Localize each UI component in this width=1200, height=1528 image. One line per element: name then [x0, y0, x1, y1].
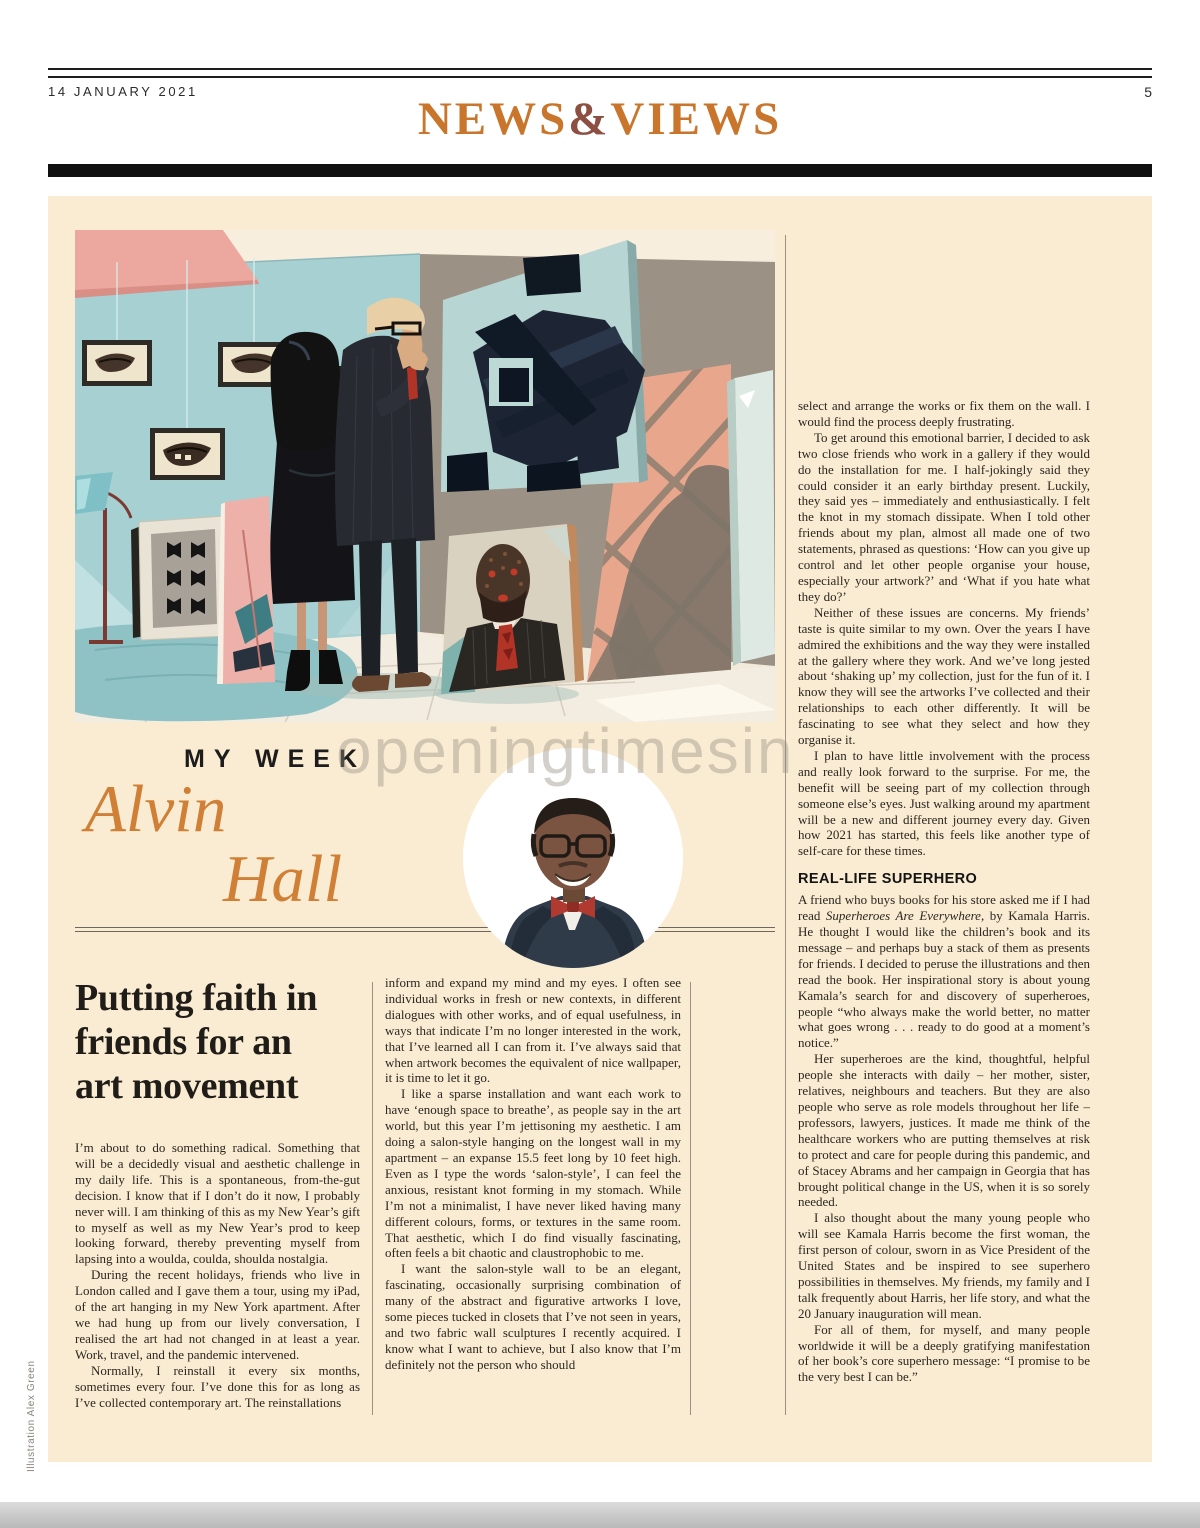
header-double-rule [48, 68, 1152, 78]
page-bottom-edge [0, 1502, 1200, 1528]
kicker: MY WEEK [184, 745, 366, 773]
leaning-white-canvas [727, 370, 775, 666]
headline-line-2: friends for an [75, 1021, 292, 1063]
leaning-geometric-artwork [131, 516, 227, 640]
body-paragraph: Neither of these issues are concerns. My friends’ taste is quite similar to my own. Over the years I have admired the exhibitions and the way they were installed at the gallery where they work. And we’ve long jested about ‘shaking up’ my collection, just for the fun of it. I know they will see the artworks I’ve collected and their relationships to each other differently. It will be fascinating to see what they select and how they organise it. [798, 604, 1090, 748]
column-rule-right [785, 235, 786, 1415]
body-paragraph: I’m about to do something radical. Something that will be a decidedly visual and aesthetic challenge in my daily life. This is a spontaneous, from-the-gut decision. I know that if I don’t do it now, I probably never will. I am thinking of this as my New Year’s gift to myself as well as my New Year’s prod to keep looking forward, thereby preventing myself from lapsing into a woulda, coulda, shoulda nostalgia. [75, 1140, 360, 1267]
gallery-illustration-svg [75, 230, 775, 722]
feature-panel [48, 196, 1152, 1462]
column-1-paragraphs [75, 1140, 360, 1410]
body-paragraph: inform and expand my mind and my eyes. I often see individual works in fresh or new contexts, in different dialogues with other works, and of equal usefulness, in ways that indicate I’m no longer interested in the work, that I’ve learned all I can from it. I’ve always said that when artwork becomes the equivalent of nice wallpaper, it is time to let it go. [385, 975, 681, 1086]
superhero-lead-post: , by Kamala Harris. He thought I would like the children’s book and its message – and perhaps buy a stack of them as presents for friends. I decided to peruse the illustrations and then read the book. Her inspirational story is about young Kamala’s search for and discovery of superheroes, people “who always make the world better, no matter what goes wrong . . . ready to do good at a moment’s notice.” [798, 908, 1090, 1051]
superhero-lead-pre: A friend who buys books for his store asked me if I had read [798, 892, 1090, 924]
column-2-paragraphs [385, 975, 681, 1373]
body-paragraph: select and arrange the works or fix them on the wall. I would find the process deeply frustrating. [798, 398, 1090, 429]
watermark: openingtimesin [336, 715, 795, 787]
author-first-name: Alvin [85, 772, 227, 846]
headline-line-3: art movement [75, 1065, 299, 1107]
headline-line-1: Putting faith in [75, 977, 318, 1019]
body-paragraph: Normally, I reinstall it every six months, sometimes every four. I’ve done this for as long as I’ve collected contemporary art. The reinstallations [75, 1362, 360, 1410]
body-paragraph: During the recent holidays, friends who live in London called and I gave them a tour, using my iPad, of the art hanging in my New York apartment. After we had hung up from our lively conversation, I realised the art had not changed in at least a year. Work, travel, and the pandemic intervened. [75, 1267, 360, 1362]
illustration-credit: Illustration Alex Green [26, 1360, 37, 1472]
section-masthead [0, 92, 1200, 146]
body-paragraph: Her superheroes are the kind, thoughtful, helpful people she interacts with daily – her mother, sister, relatives, neighbours and teachers. But they are also people who serve as role models throughout her life – professors, lawyers, justices. It made me think of the healthcare workers who are putting themselves at risk to protect and care for people during this pandemic, and of Stacey Abrams and her campaign in Georgia that has brought political change in the US, when it is so sorely needed. [798, 1051, 1090, 1210]
body-paragraph: I want the salon-style wall to be an elegant, fascinating, occasionally surprising combination of many of the abstract and figurative artworks I love, some pieces tucked in closets that I’ve not seen in years, and two fabric wall sculptures I recently acquired. I know what I want to achieve, but I also know that I’m definitely not the person who should [385, 1261, 681, 1372]
issue-date: 14 JANUARY 2021 [48, 84, 198, 99]
body-paragraph: I like a sparse installation and want each work to have ‘enough space to breathe’, as people say in the art world, but this year I’m jettisoning my aesthetic. I am doing a salon-style hanging on the longest wall in my apartment – an expanse 15.5 feet long by 10 feet high. Even as I type the words ‘salon-style’, I can feel the anxious, resistant knot forming in my stomach. While I’m not a minimalist, I have never liked having many different colours, forms, or textures in the same room. That aesthetic, which I do find visually fascinating, often feels a bit chaotic and claustrophobic to me. [385, 1086, 681, 1261]
lip-artwork-frame-1 [82, 340, 152, 386]
masthead-views: VIEWS [610, 93, 783, 145]
body-paragraph: I also thought about the many young people who will see Kamala Harris become the first woman, the first person of colour, sworn in as Vice President of the United States and be inspired to see superhero possibilities in themselves. My friends, my family and I talk frequently about Harris, her life story, and what the 20 January inauguration will mean. [798, 1210, 1090, 1321]
masthead-news: NEWS [417, 93, 569, 145]
page-number: 5 [1144, 84, 1152, 100]
superhero-lead-paragraph [798, 892, 1090, 1051]
leaning-portrait-painting [441, 524, 584, 694]
masthead-ampersand: & [568, 93, 611, 145]
author-last-name: Hall [223, 842, 343, 916]
body-column-2 [385, 975, 681, 1373]
lip-artwork-frame-3 [150, 428, 225, 480]
body-paragraph: For all of them, for myself, and many people worldwide it will be a deeply gratifying manifestation of her book’s core superhero message: “I promise to be the very best I can be.” [798, 1321, 1090, 1385]
book-title-italic: Superheroes Are Everywhere [825, 908, 981, 924]
body-column-1 [75, 1140, 360, 1410]
subhead-real-life-superhero: REAL-LIFE SUPERHERO [798, 871, 978, 888]
section-divider-bar [48, 164, 1152, 177]
gallery-illustration [75, 230, 775, 722]
column-3-paragraphs-bottom [798, 1051, 1090, 1385]
body-paragraph: I plan to have little involvement with the process and really look forward to the surprise. For me, the benefit will be seeing part of my collection through someone else’s eyes. Just walking around my apartment will be a new and different journey every day. Given how 2021 has started, this feels like another type of self-care for these times. [798, 747, 1090, 859]
column-rule-2 [690, 982, 691, 1415]
body-column-3 [798, 398, 1090, 1385]
body-paragraph: To get around this emotional barrier, I decided to ask two close friends who work in a gallery if they would do the installation for me. I half-jokingly said they could consider it an early birthday present. Luckily, they said yes – immediately and enthusiastically. I felt the knot in my stomach dissipate. When I told other friends about my plan, almost all made one of two statements, phrased as questions: ‘How can you give up control and let other people organise your house, especially your artwork?’ and ‘What if you hate what they do?’ [798, 429, 1090, 604]
leaning-pink-canvas [217, 496, 275, 684]
headline [75, 976, 385, 1108]
column-3-paragraphs-top [798, 398, 1090, 859]
byline-double-rule [75, 927, 775, 932]
